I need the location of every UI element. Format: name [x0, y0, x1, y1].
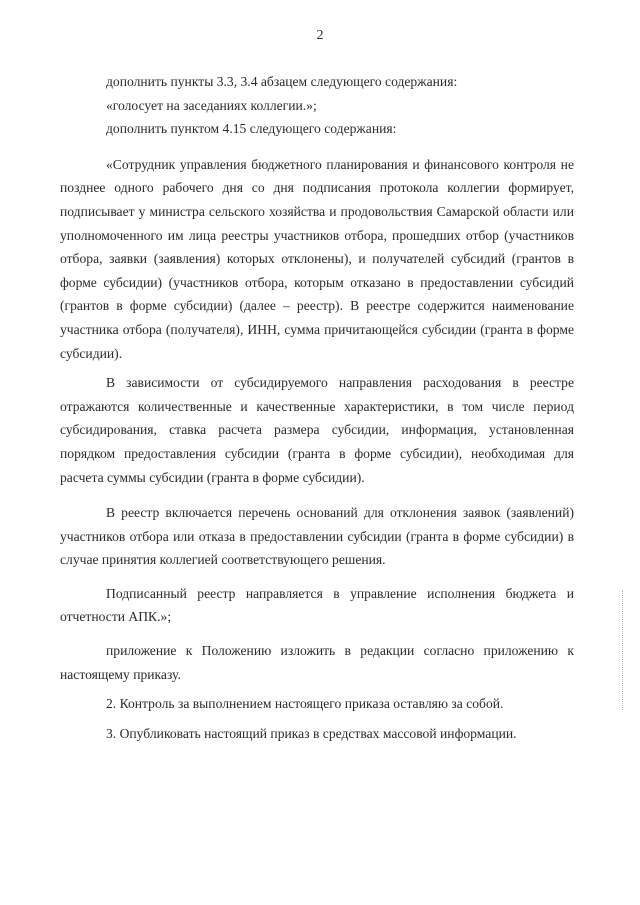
paragraph-appendix: приложение к Положению изложить в редакции согласно приложению к настоящему приказу. [60, 643, 574, 682]
scan-margin-mark [622, 590, 631, 710]
page-number: 2 [316, 28, 324, 43]
paragraph-amend-4-15: дополнить пунктом 4.15 следующего содержания: [106, 121, 397, 137]
paragraph-control: 2. Контроль за выполнением настоящего приказа оставляю за собой. [106, 696, 504, 712]
paragraph-registry-sent: Подписанный реестр направляется в управление исполнения бюджета и отчетности АПК.»; [60, 585, 574, 625]
paragraph-publish: 3. Опубликовать настоящий приказ в средствах массовой информации. [106, 725, 517, 741]
paragraph-amend-3-3: дополнить пункты 3.3, 3.4 абзацем следующего содержания: [106, 74, 458, 89]
paragraph-registry-formation: «Сотрудник управления бюджетного планирования и финансового контроля не позднее одного рабочего дня со дня подписания протокола коллегии формирует, подписывает у министра сельского хозяйства и продовольствия Самарской области или уполномоченного им лица реестры участников отбора, прошедших отбор (участников отбора, заявки (заявления) которых отклонены), и получателей субсидий (грантов в форме субсидии) (участников отбора, которым отказано в предоставлении субсидий (грантов в форме субсидии) (далее – реестр). В реестре содержится наименование участника отбора (получателя), ИНН, сумма причитающейся субсидии (гранта в форме субсидии). [60, 156, 574, 361]
document-body [60, 70, 574, 745]
paragraph-rejection-grounds: В реестр включается перечень оснований для отклонения заявок (заявлений) участников отбора или отказа в предоставлении субсидии (гранта в форме субсидии) в случае принятия коллегией соответствующего решения. [60, 505, 574, 568]
paragraph-registry-characteristics: В зависимости от субсидируемого направления расходования в реестре отражаются количественные и качественные характеристики, в том числе период субсидирования, ставка расчета размера субсидии, информация, установленная порядком предоставления субсидии (гранта в форме субсидии), необходимая для расчета суммы субсидии (гранта в форме субсидии). [60, 375, 574, 485]
paragraph-vote-quote: «голосует на заседаниях коллегии.»; [106, 97, 317, 113]
